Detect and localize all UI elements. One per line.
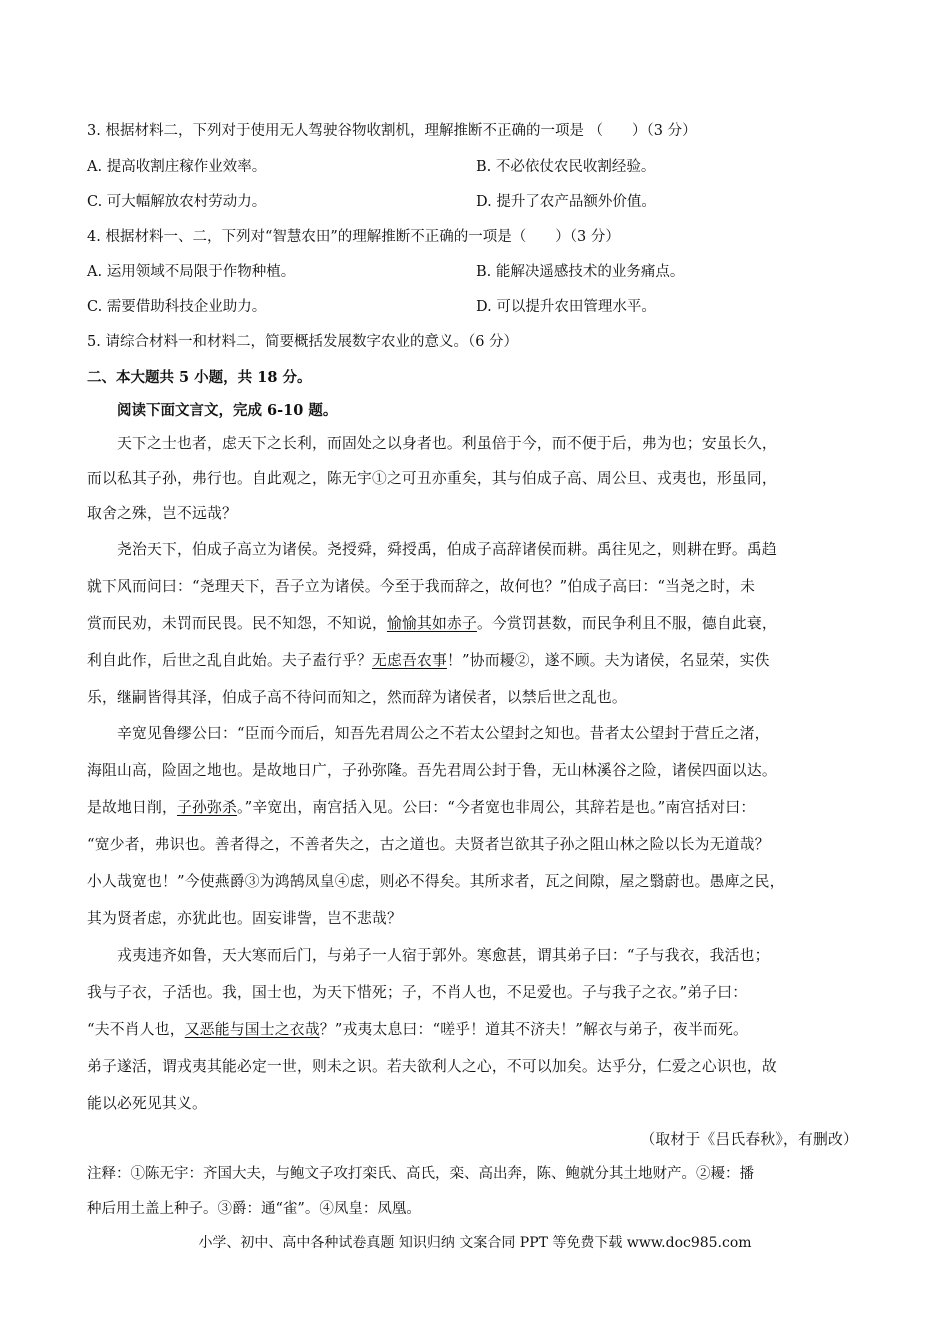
passage-p1-line-3: 取舍之殊，岂不远哉？ [87,505,237,522]
passage-text: ？”戎夷太息曰：“嗟乎！道其不济夫！”解衣与弟子，夜半而死。 [319,1021,748,1038]
question-5-stem: 5. 请综合材料一和材料二，简要概括发展数字农业的意义。（6 分） [87,334,519,350]
passage-text: “夫不肖人也， [87,1021,185,1038]
question-3-option-a: A. 提高收割庄稼作业效率。 [87,159,267,175]
question-4-option-a: A. 运用领域不局限于作物种植。 [87,264,296,280]
question-3-option-d: D. 提升了农产品额外价值。 [476,194,656,210]
passage-p3-line-4: “宽少者，弗识也。善者得之，不善者失之，古之道也。夫贤者岂欲其子孙之阻山林之险以长为无道哉？ [87,836,770,853]
passage-p2-line-5: 乐，继嗣皆得其泽，伯成子高不待问而知之，然而辞为诸侯者，以禁后世之乱也。 [87,689,627,706]
question-4-option-d: D. 可以提升农田管理水平。 [476,299,656,315]
passage-text: 。”辛宽出，南宫括入见。公曰：“今者宽也非周公，其辞若是也。”南宫括对曰： [236,799,756,816]
underlined-sentence: 子孙弥杀 [176,799,237,816]
passage-p3-line-5: 小人哉宽也！”今使燕爵③为鸿鹄凤皇④虑，则必不得矣。其所求者，瓦之间隙，屋之翳蔚也。愚庳之民， [87,873,785,890]
passage-p2-line-2: 就下风而问曰：“尧理天下，吾子立为诸侯。今至于我而辞之，故何也？”伯成子高曰：“当尧之时，未 [87,578,756,595]
passage-text: 。今赏罚甚数，而民争利且不服，德自此衰， [476,615,777,632]
question-3-stem: 3. 根据材料二，下列对于使用无人驾驶谷物收割机，理解推断不正确的一项是 （ ）（3 分） [87,123,697,139]
passage-p2-line-4 [87,649,770,670]
passage-p4-line-1: 戎夷违齐如鲁，天大寒而后门，与弟子一人宿于郭外。寒愈甚，谓其弟子曰：“子与我衣，我活也； [117,947,770,964]
passage-text: ！”协而耰②，遂不顾。夫为诸侯，名显荣，实佚 [446,652,770,669]
underlined-sentence: 无虑吾农事 [371,652,447,669]
passage-text: 是故地日削， [87,799,177,816]
passage-text: 赏而民劝，未罚而民畏。民不知怨，不知说， [87,615,387,632]
passage-p1-line-1: 天下之士也者，虑天下之长利，而固处之以身者也。利虽倍于今，而不便于后，弗为也；安虽长久， [117,435,777,452]
passage-source: （取材于《吕氏春秋》，有删改） [640,1131,858,1148]
passage-p4-line-4: 弟子遂活，谓戎夷其能必定一世，则未之识。若夫欲利人之心，不可以加矣。达乎分，仁爱之心识也，故 [87,1058,777,1075]
section-2-instruction: 阅读下面文言文，完成 6-10 题。 [117,402,338,419]
underlined-sentence: 又恶能与国士之衣哉 [184,1021,320,1038]
passage-text: 利自此作，后世之乱自此始。夫子盍行乎？ [87,652,372,669]
passage-p3-line-2: 海阻山高，险固之地也。是故地日广，子孙弥隆。吾先君周公封于鲁，无山林溪谷之险，诸侯四面以达。 [87,762,777,779]
passage-p2-line-3 [87,612,777,633]
notes-line-1: 注释：①陈无宇：齐国大夫，与鲍文子攻打栾氏、高氏，栾、高出奔，陈、鲍就分其土地财产。②耰：播 [87,1166,754,1182]
passage-p3-line-1: 辛宽见鲁缪公曰：“臣而今而后，知吾先君周公之不若太公望封之知也。昔者太公望封于营丘之渚， [117,725,770,742]
question-4-stem: 4. 根据材料一、二，下列对“智慧农田”的理解推断不正确的一项是（ ）（3 分） [87,229,620,245]
question-3-option-c: C. 可大幅解放农村劳动力。 [87,194,267,210]
underlined-sentence: 愉愉其如赤子 [386,615,477,632]
passage-p4-line-3 [87,1018,748,1039]
passage-p4-line-5: 能以必死见其义。 [87,1095,207,1112]
passage-p3-line-3 [87,796,755,817]
page-footer: 小学、初中、高中各种试卷真题 知识归纳 文案合同 PPT 等免费下载 www.doc985.com [198,1235,752,1251]
section-2-heading: 二、本大题共 5 小题，共 18 分。 [87,369,312,386]
passage-p3-line-6: 其为贤者虑，亦犹此也。固妄诽訾，岂不悲哉？ [87,910,402,927]
notes-line-2: 种后用土盖上种子。③爵：通“雀”。④凤皇：凤凰。 [87,1201,421,1217]
question-4-option-c: C. 需要借助科技企业助力。 [87,299,267,315]
question-3-option-b: B. 不必依仗农民收割经验。 [476,159,656,175]
passage-p2-line-1: 尧治天下，伯成子高立为诸侯。尧授舜，舜授禹，伯成子高辞诸侯而耕。禹往见之，则耕在野。禹趋 [117,541,777,558]
passage-p1-line-2: 而以私其子孙，弗行也。自此观之，陈无宇①之可丑亦重矣，其与伯成子高、周公旦、戎夷也，形虽同， [87,470,777,487]
passage-p4-line-2: 我与子衣，子活也。我，国士也，为天下惜死；子，不肖人也，不足爱也。子与我子之衣。”弟子曰： [87,984,748,1001]
question-4-option-b: B. 能解决遥感技术的业务痛点。 [476,264,685,280]
